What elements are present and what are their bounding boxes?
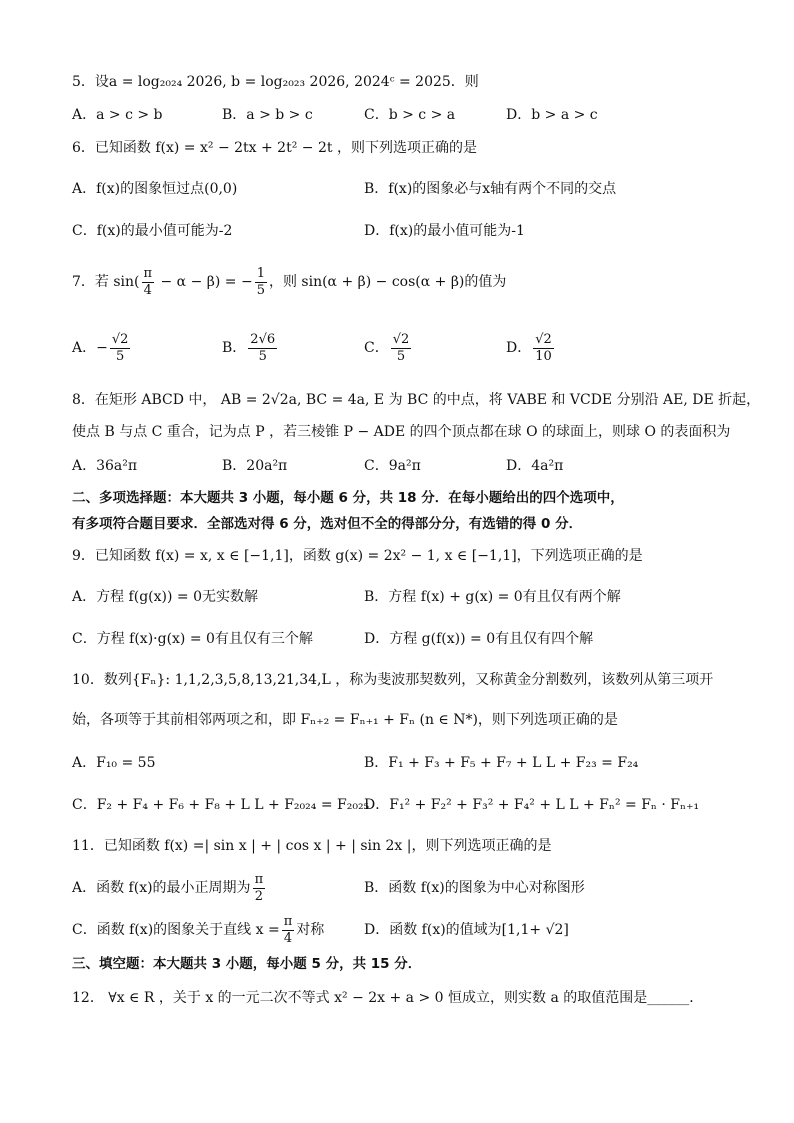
q7-option-a: A．− $\frac{√2}{5}$ (72, 331, 129, 364)
q11-options-row1 (72, 868, 732, 908)
q6-option-d: D．f(x)的最小值可能为-1 (364, 223, 525, 239)
q6-option-c: C．f(x)的最小值可能为-2 (72, 223, 233, 239)
q7-stem-fraction-2 (255, 266, 267, 299)
section-3-heading: 三、填空题：本大题共 3 小题，每小题 5 分，共 15 分． (72, 956, 422, 972)
q7-stem (72, 260, 734, 304)
q11-option-b: B．函数 f(x)的图象为中心对称图形 (364, 880, 585, 896)
q7-stem-suffix: ，则 sin(α + β) − cos(α + β)的值为 (268, 274, 507, 290)
q9-option-c: C．方程 f(x)·g(x) = 0有且仅有三个解 (72, 631, 313, 647)
q7-frac2-den: 5 (256, 282, 265, 298)
q11-option-d: D．函数 f(x)的值域为[1,1+ √2] (364, 922, 569, 938)
q10-option-a: A．F₁₀ = 55 (72, 755, 156, 771)
q7-stem-fraction-1 (142, 266, 155, 299)
q11-stem: 11．已知函数 f(x) =| sin x | + | cos x | + | sin 2x |，则下列选项正确的是 (72, 838, 552, 854)
q11-option-c: C．函数 f(x)的图象关于直线 x = $\frac{\pi}{4}$ 对称 (72, 913, 325, 946)
q10-option-d: D．F₁² + F₂² + F₃² + F₄² + L L + Fₙ² = Fₙ · Fₙ₊₁ (364, 797, 700, 813)
q7-stem-mid: − α − β) = − (156, 274, 253, 290)
q7-frac2-num: 1 (256, 265, 265, 281)
q8-options (72, 455, 732, 477)
section-2-heading-line1: 二、多项选择题：本大题共 3 小题，每小题 6 分，共 18 分．在每小题给出的四个选项中， (72, 490, 624, 506)
q5-option-d: D．b > a > c (506, 107, 598, 123)
q6-options-row1 (72, 178, 732, 200)
q8-option-c: C．9a²π (364, 458, 421, 474)
q11-option-a: A．函数 f(x)的最小正周期为 $\frac{\pi}{2}$ (72, 871, 264, 904)
q10-option-b: B．F₁ + F₃ + F₅ + F₇ + L L + F₂₃ = F₂₄ (364, 755, 639, 771)
q8-option-d: D．4a²π (506, 458, 564, 474)
q8-option-a: A．36a²π (72, 458, 138, 474)
q10-options-row1 (72, 752, 732, 774)
q9-option-a: A．方程 f(g(x)) = 0无实数解 (72, 589, 258, 605)
q5-stem: 5．设a = log₂₀₂₄ 2026, b = log₂₀₂₃ 2026, 2024ᶜ = 2025．则 (72, 74, 479, 90)
q10-stem-line1: 10．数列{Fₙ}: 1,1,2,3,5,8,13,21,34,L ，称为斐波那契数列，又称黄金分割数列，该数列从第三项开 (72, 672, 714, 688)
q10-options-row2 (72, 794, 732, 816)
q7-frac1-num: π (143, 265, 153, 281)
q5-option-c: C．b > c > a (364, 107, 456, 123)
q9-option-d: D．方程 g(f(x)) = 0有且仅有四个解 (364, 631, 594, 647)
q8-stem-line2: 使点 B 与点 C 重合，记为点 P ，若三棱锥 P − ADE 的四个顶点都在球 O 的球面上，则球 O 的表面积为 (72, 424, 731, 440)
q12-stem: 12． ∀x ∈ R ，关于 x 的一元二次不等式 x² − 2x + a > 0 恒成立，则实数 a 的取值范围是______． (72, 990, 704, 1006)
q9-options-row2 (72, 628, 732, 650)
q7-stem-prefix: 7．若 sin( (72, 274, 140, 290)
q5-options (72, 104, 732, 126)
q6-option-b: B．f(x)的图象必与x轴有两个不同的交点 (364, 181, 617, 197)
q10-option-c: C．F₂ + F₄ + F₆ + F₈ + L L + F₂₀₂₄ = F₂₀₂₅ (72, 797, 370, 813)
q6-stem: 6．已知函数 f(x) = x² − 2tx + 2t² − 2t ，则下列选项正确的是 (72, 140, 477, 156)
q7-options (72, 326, 732, 370)
q7-option-c: C． $\frac{√2}{5}$ (364, 331, 410, 364)
q6-options-row2 (72, 220, 732, 242)
section-2-heading-line2: 有多项符合题目要求．全部选对得 6 分，选对但不全的得部分分，有选错的得 0 分． (72, 516, 583, 532)
q9-stem: 9．已知函数 f(x) = x, x ∈ [−1,1]，函数 g(x) = 2x² − 1, x ∈ [−1,1]，下列选项正确的是 (72, 548, 643, 564)
q5-option-a: A．a > c > b (72, 107, 163, 123)
q9-options-row1 (72, 586, 732, 608)
q7-option-d: D． $\frac{√2}{10}$ (506, 331, 552, 364)
q7-option-b: B． $\frac{2√6}{5}$ (222, 331, 276, 364)
q8-stem-line1: 8．在矩形 ABCD 中， AB = 2√2a, BC = 4a, E 为 BC 的中点，将 VABE 和 VCDE 分别沿 AE, DE 折起， (72, 392, 761, 408)
q8-option-b: B．20a²π (222, 458, 288, 474)
q7-frac1-den: 4 (143, 282, 152, 298)
q5-option-b: B．a > b > c (222, 107, 313, 123)
q10-stem-line2: 始，各项等于其前相邻两项之和，即 Fₙ₊₂ = Fₙ₊₁ + Fₙ (n ∈ N*)，则下列选项正确的是 (72, 712, 618, 728)
q6-option-a: A．f(x)的图象恒过点(0,0) (72, 181, 238, 197)
q9-option-b: B．方程 f(x) + g(x) = 0有且仅有两个解 (364, 589, 621, 605)
q11-options-row2 (72, 910, 732, 950)
